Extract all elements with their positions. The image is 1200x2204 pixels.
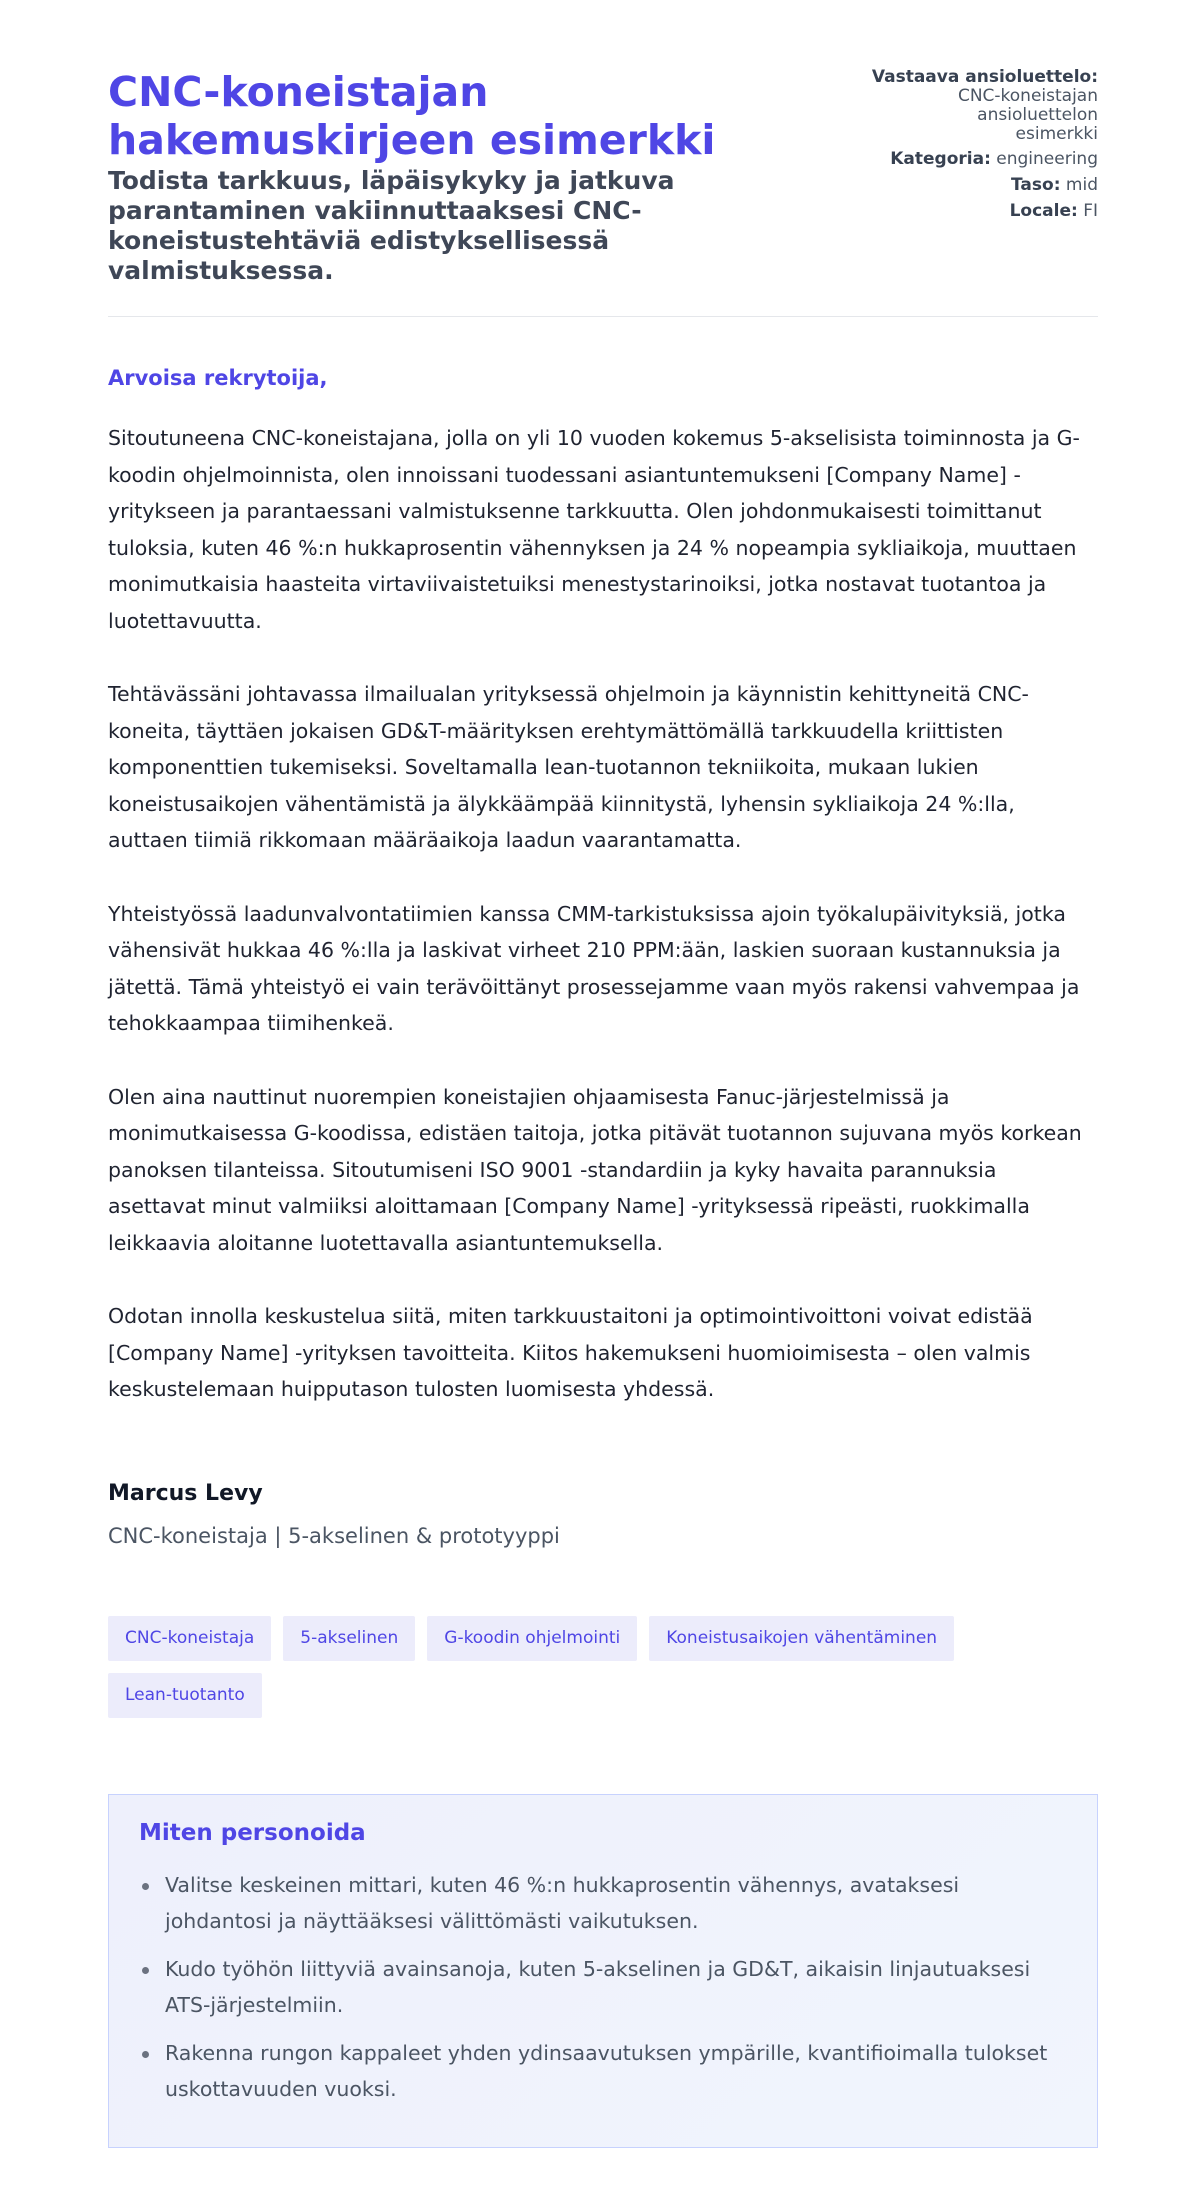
letter-paragraph: Odotan innolla keskustelua siitä, miten tarkkuustaitoni ja optimointivoittoni voivat edistää [Company Name] -yrityksen tavoitteita. Kiitos hakemukseni huomioimisesta – olen valmis keskustelemaan huipputason tulosten luomisesta yhdessä. bbox=[108, 1304, 1033, 1401]
letter-paragraph: Sitoutuneena CNC-koneistajana, jolla on yli 10 vuoden kokemus 5-akselisista toiminnosta ja G-koodin ohjelmoinnista, olen innoissani tuodessani asiantuntemukseni [Company Name] -yritykseen ja parantaessani valmistuksenne tarkkuutta. Olen johdonmukaisesti toimittanut tuloksia, kuten 46 %:n hukkaprosentin vähennyksen ja 24 % nopeampia sykliaikoja, muuttaen monimutkaisia haasteita virtaviivaistetuiksi menestystarinoiksi, jotka nostavat tuotantoa ja luotettavuutta. bbox=[108, 426, 1080, 633]
meta-resume-label: Vastaava ansioluettelo: bbox=[871, 67, 1098, 87]
letter-paragraph: Olen aina nauttinut nuorempien koneistajien ohjaamisesta Fanuc-järjestelmissä ja monimutkaisessa G-koodissa, edistäen taitoja, jotka pitävät tuotannon sujuvana myös korkean panoksen tilanteissa. Sitoutumiseni ISO 9001 -standardiin ja kyky havaita parannuksia asettavat minut valmiiksi aloittamaan [Company Name] -yrityksessä ripeästi, ruokkimalla leikkaavia aloitanne luotettavalla asiantuntemuksella. bbox=[108, 1084, 1082, 1255]
letter-paragraph: Yhteistyössä laadunvalvontatiimien kanssa CMM-tarkistuksissa ajoin työkalupäivityksiä, jotka vähensivät hukkaa 46 %:lla ja laskivat virheet 210 PPM:ään, laskien suoraan kustannuksia ja jätettä. Tämä yhteistyö ei vain terävöittänyt prosessejamme vaan myös rakensi vahvempaa ja tehokkaampaa tiimihenkeä. bbox=[108, 901, 1080, 1035]
meta-locale-label: Locale: bbox=[1009, 201, 1078, 221]
tips-list bbox=[139, 1868, 1067, 2107]
signature-block bbox=[108, 1481, 560, 1548]
page-title: CNC-koneistajan hakemuskirjeen esimerkki bbox=[108, 68, 716, 164]
keyword-tags bbox=[108, 1616, 1108, 1718]
bullet-icon bbox=[142, 2051, 149, 2058]
bullet-icon bbox=[142, 1883, 149, 1890]
tips-item-text: Kudo työhön liittyviä avainsanoja, kuten 5-akselinen ja GD&T, aikaisin linjautuaksesi ATS-järjestelmiin. bbox=[165, 1957, 1031, 2017]
meta-locale-value: FI bbox=[1083, 201, 1098, 221]
tips-item-text: Rakenna rungon kappaleet yhden ydinsaavutuksen ympärille, kvantifioimalla tulokset uskottavuuden vuoksi. bbox=[165, 2041, 1048, 2101]
letter-greeting: Arvoisa rekrytoija, bbox=[108, 366, 328, 390]
meta-level-value: mid bbox=[1065, 175, 1098, 195]
meta-category-value: engineering bbox=[996, 149, 1098, 169]
tag-chip[interactable]: Lean-tuotanto bbox=[108, 1673, 262, 1718]
meta-resume-value-row bbox=[818, 87, 1098, 144]
tips-title: Miten personoida bbox=[139, 1820, 366, 1846]
tips-item-text: Valitse keskeinen mittari, kuten 46 %:n hukkaprosentin vähennys, avataksesi johdantosi ja näyttääksesi välittömästi vaikutuksen. bbox=[165, 1873, 960, 1933]
meta-locale bbox=[818, 202, 1098, 221]
title-block bbox=[108, 68, 748, 286]
meta-category-label: Kategoria: bbox=[890, 149, 991, 169]
document-header bbox=[108, 0, 1098, 317]
personalize-tips-box bbox=[108, 1794, 1098, 2148]
meta-panel bbox=[818, 68, 1098, 221]
signature-title: CNC-koneistaja | 5-akselinen & prototyyppi bbox=[108, 1524, 560, 1548]
letter-body bbox=[108, 420, 1100, 1445]
meta-level bbox=[818, 176, 1098, 195]
page-subtitle: Todista tarkkuus, läpäisykyky ja jatkuva parantaminen vakiinnuttaaksesi CNC-koneistustehtäviä edistyksellisessä valmistuksessa. bbox=[108, 166, 675, 285]
tips-list-item bbox=[139, 2036, 1067, 2107]
meta-resume-value[interactable]: CNC-koneistajan ansioluettelon esimerkki bbox=[957, 86, 1098, 144]
tips-list-item bbox=[139, 1868, 1067, 1939]
tips-list-item bbox=[139, 1952, 1067, 2023]
tag-chip[interactable]: 5-akselinen bbox=[283, 1616, 415, 1661]
tag-chip[interactable]: CNC-koneistaja bbox=[108, 1616, 271, 1661]
cover-letter-page bbox=[108, 0, 1098, 2101]
meta-category bbox=[818, 150, 1098, 169]
meta-level-label: Taso: bbox=[1011, 175, 1061, 195]
tag-chip[interactable]: Koneistusaikojen vähentäminen bbox=[649, 1616, 954, 1661]
signature-name: Marcus Levy bbox=[108, 1481, 263, 1506]
letter-paragraph: Tehtävässäni johtavassa ilmailualan yrityksessä ohjelmoin ja käynnistin kehittyneitä CNC-koneita, täyttäen jokaisen GD&T-määrityksen erehtymättömällä tarkkuudella kriittisten komponenttien tukemiseksi. Soveltamalla lean-tuotannon tekniikoita, mukaan lukien koneistusaikojen vähentämistä ja älykkäämpää kiinnitystä, lyhensin sykliaikoja 24 %:lla, auttaen tiimiä rikkomaan määräaikoja laadun vaarantamatta. bbox=[108, 682, 1029, 852]
meta-resume bbox=[818, 68, 1098, 87]
bullet-icon bbox=[142, 1967, 149, 1974]
tag-chip[interactable]: G-koodin ohjelmointi bbox=[427, 1616, 637, 1661]
